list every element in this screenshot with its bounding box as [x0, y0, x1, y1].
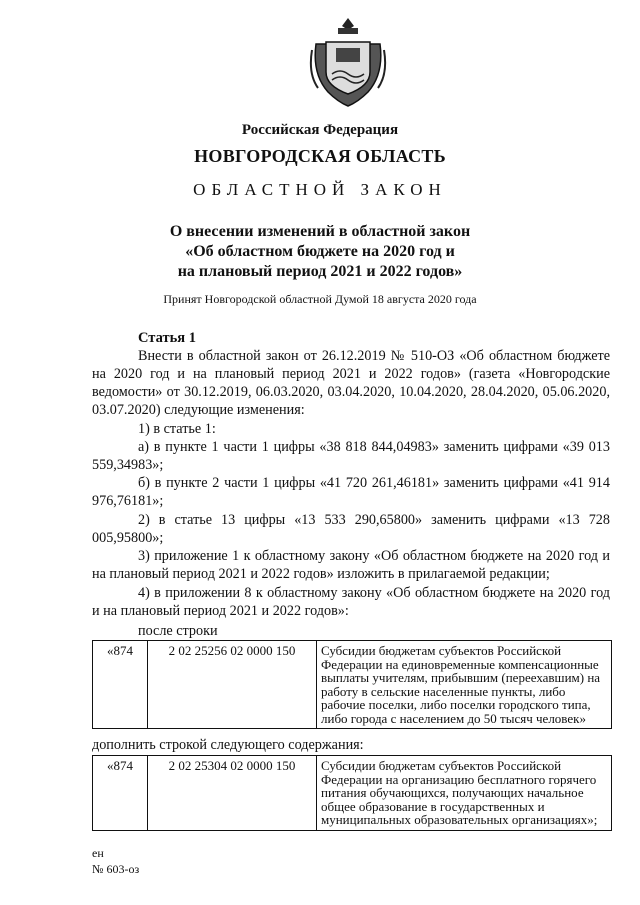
- item-4: 4) в приложении 8 к областному закону «Об областном бюджете на 2020 год и на плановый период 2021 и 2022 годов»:: [92, 585, 610, 619]
- add-row-label: дополнить строкой следующего содержания:: [92, 737, 364, 753]
- table-row: [93, 641, 612, 729]
- region-name: НОВГОРОДСКАЯ ОБЛАСТЬ: [194, 146, 446, 166]
- row-code: «874: [93, 641, 148, 729]
- law-title-line-3: на плановый период 2021 и 2022 годов»: [177, 263, 463, 280]
- document-type: ОБЛАСТНОЙ ЗАКОН: [193, 180, 447, 199]
- row-code: «874: [93, 756, 148, 831]
- row-description: Субсидии бюджетам субъектов Российской Федерации на организацию бесплатного горячего питания обучающихся, получающих начальное общее образование в государственных и муниципальных образовательных организациях»;: [317, 756, 612, 831]
- article-intro-paragraph: Внести в областной закон от 26.12.2019 № 510-ОЗ «Об областном бюджете на 2020 год и на плановый период 2021 и 2022 годов» (газета «Новгородские ведомости» от 30.12.2019, 06.03.2020, 03.04.2020, 10.04.2020, 28.04.2020, 05.06.2020, 03.07.2020) следующие изменения:: [92, 348, 610, 418]
- law-title-line-2: «Об областном бюджете на 2020 год и: [185, 243, 455, 260]
- item-1b: б) в пункте 2 части 1 цифры «41 720 261,46181» заменить цифрами «41 914 976,76181»;: [92, 475, 610, 509]
- item-3: 3) приложение 1 к областному закону «Об областном бюджете на 2020 год и на плановый период 2021 и 2022 годов» изложить в прилагаемой редакции;: [92, 548, 610, 582]
- row-description: Субсидии бюджетам субъектов Российской Федерации на единовременные компенсационные выплаты учителям, прибывшим (переехавшим) на работу в сельские населенные пункты, либо рабочие поселки, либо поселки городского типа, либо города с населением до 50 тысяч человек»: [317, 641, 612, 729]
- new-row-table: [92, 755, 612, 831]
- item-1: 1) в статье 1:: [138, 421, 216, 437]
- executor-initials: ен: [92, 846, 104, 860]
- country-name: Российская Федерация: [241, 122, 399, 138]
- row-kbk: 2 02 25304 02 0000 150: [148, 756, 317, 831]
- after-row-label: после строки: [138, 623, 218, 639]
- law-number: № 603-оз: [92, 862, 140, 876]
- table-row: [93, 756, 612, 831]
- law-title: [0, 222, 640, 282]
- item-1a: а) в пункте 1 части 1 цифры «38 818 844,04983» заменить цифрами «39 013 559,34983»;: [92, 439, 610, 473]
- article-heading: Статья 1: [138, 330, 196, 346]
- adoption-note: Принят Новгородской областной Думой 18 августа 2020 года: [163, 292, 477, 306]
- existing-row-table: [92, 640, 612, 729]
- item-2: 2) в статье 13 цифры «13 533 290,65800» заменить цифрами «13 728 005,95800»;: [92, 512, 610, 546]
- coat-of-arms-emblem: [308, 14, 388, 110]
- row-kbk: 2 02 25256 02 0000 150: [148, 641, 317, 729]
- law-title-line-1: О внесении изменений в областной закон: [169, 223, 471, 240]
